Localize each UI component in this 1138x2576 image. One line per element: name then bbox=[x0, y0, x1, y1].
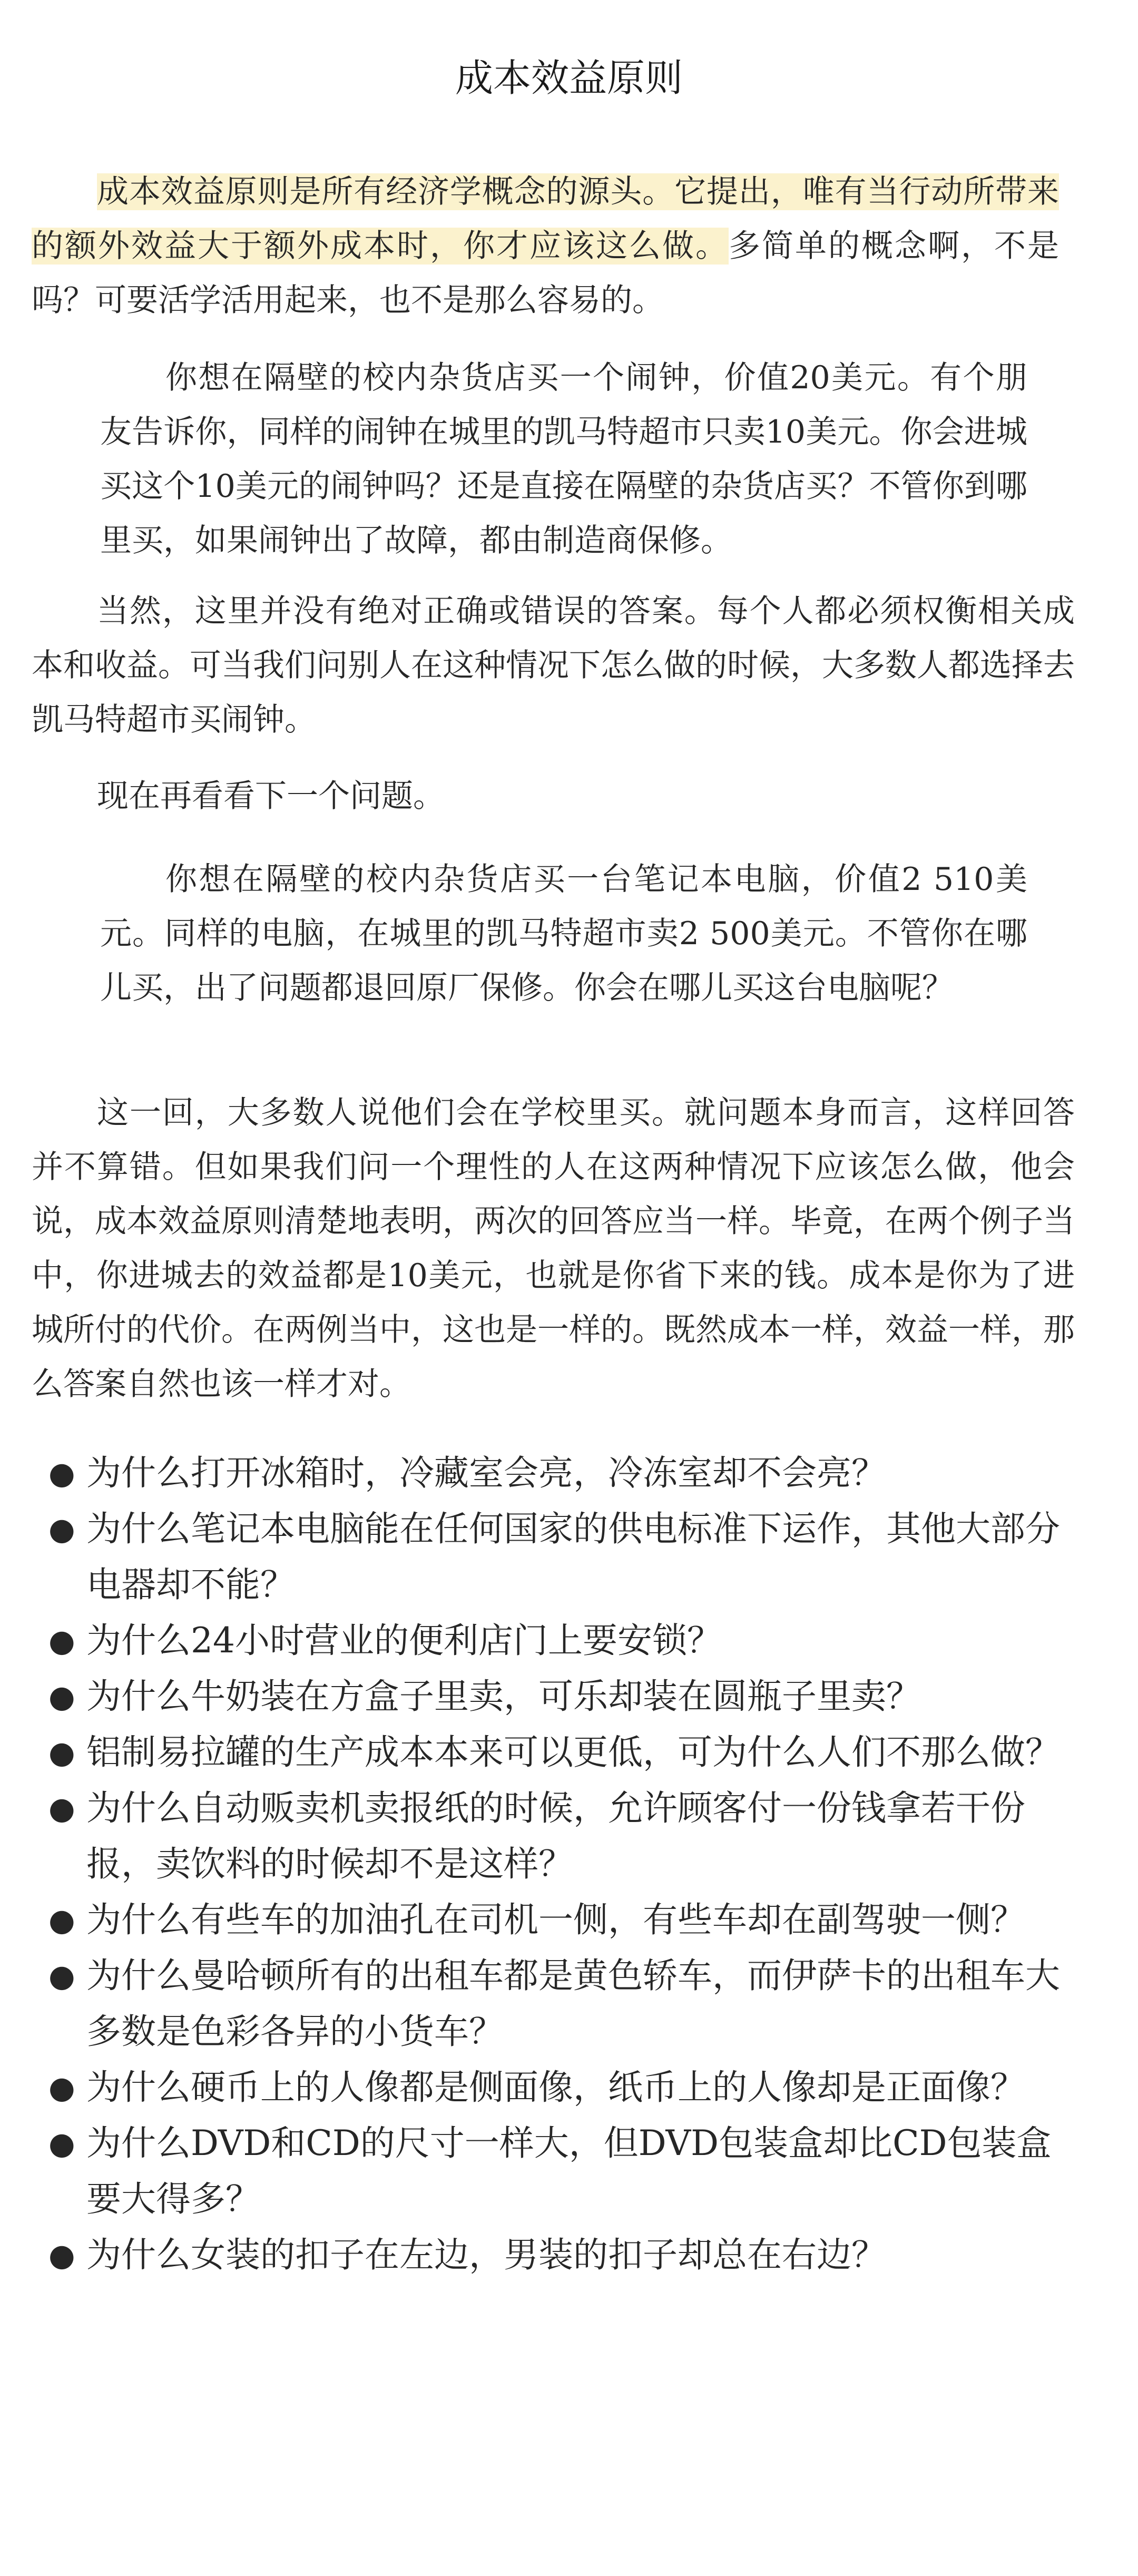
list-item-text: 为什么24小时营业的便利店门上要安锁？ bbox=[86, 1620, 722, 1661]
bullet-icon: ● bbox=[48, 1790, 75, 1826]
paragraph-four: 这一回，大多数人说他们会在学校里买。就问题本身而言，这样回答并不算错。但如果我们问一个理性的人在这两种情况下应该怎么做，他会说，成本效益原则清楚地表明，两次的回答应当一样。毕竟，在两个例子当中，你进城去的效益都是10美元，也就是你省下来的钱。成本是你为了进城所付的代价。在两例当中，这也是一样的。既然成本一样，效益一样，那么答案自然也该一样才对。 bbox=[32, 1094, 1075, 1403]
bullet-icon: ● bbox=[48, 1902, 75, 1938]
list-item-text: 为什么DVD和CD的尺寸一样大，但DVD包装盒却比CD包装盒要大得多？ bbox=[86, 2123, 1052, 2219]
question-two-block: 你想在隔壁的校内杂货店买一台笔记本电脑，价值2 510美元。同样的电脑，在城里的凯马特超市卖2 500美元。不管你在哪儿买，出了问题都退回原厂保修。你会在哪儿买这台电脑呢？ bbox=[100, 861, 1027, 1006]
highlighted-text: 成本效益原则是所有经济学概念的源头。它提出，唯有当行动所带来的额外效益大于额外成本时，你才应该这么做。 bbox=[32, 173, 1059, 265]
list-item bbox=[48, 2227, 1065, 2283]
bullet-icon: ● bbox=[48, 1623, 75, 1659]
bullet-icon: ● bbox=[48, 1511, 75, 1547]
bullet-icon: ● bbox=[48, 1735, 75, 1770]
list-item bbox=[48, 1892, 1065, 1948]
bullet-icon: ● bbox=[48, 1679, 75, 1715]
question-list bbox=[48, 1445, 1065, 2283]
list-item-text: 为什么曼哈顿所有的出租车都是黄色轿车，而伊萨卡的出租车大多数是色彩各异的小货车？ bbox=[86, 1955, 1060, 2052]
list-item bbox=[48, 1780, 1065, 1892]
page-title: 成本效益原则 bbox=[455, 56, 683, 100]
list-item bbox=[48, 1501, 1065, 1613]
list-item bbox=[48, 1613, 1065, 1669]
list-item bbox=[48, 1445, 1065, 1501]
list-item-text: 为什么笔记本电脑能在任何国家的供电标准下运作，其他大部分电器却不能？ bbox=[86, 1509, 1060, 1605]
paragraph-three: 现在再看看下一个问题。 bbox=[97, 778, 445, 815]
list-item-text: 铝制易拉罐的生产成本本来可以更低，可为什么人们不那么做？ bbox=[86, 1732, 1060, 1772]
list-item-text: 为什么女装的扣子在左边，男装的扣子却总在右边？ bbox=[86, 2235, 886, 2275]
lead-rest-text: 多简单的概念啊，不是吗？可要活学活用起来，也不是那么容易的。 bbox=[32, 228, 1059, 319]
list-item-text: 为什么打开冰箱时，冷藏室会亮，冷冻室却不会亮？ bbox=[86, 1453, 886, 1493]
bullet-icon: ● bbox=[48, 2070, 75, 2105]
list-item bbox=[48, 1948, 1065, 2060]
list-item bbox=[48, 1725, 1065, 1780]
lead-paragraph bbox=[32, 165, 1059, 328]
list-item bbox=[48, 2060, 1065, 2115]
question-one-block: 你想在隔壁的校内杂货店买一个闹钟，价值20美元。有个朋友告诉你，同样的闹钟在城里的凯马特超市只卖10美元。你会进城买这个10美元的闹钟吗？还是直接在隔壁的杂货店买？不管你到哪里买，如果闹钟出了故障，都由制造商保修。 bbox=[100, 359, 1027, 559]
list-item-text: 为什么有些车的加油孔在司机一侧，有些车却在副驾驶一侧？ bbox=[86, 1899, 1025, 1940]
bullet-icon: ● bbox=[48, 2237, 75, 2273]
bullet-icon: ● bbox=[48, 1455, 75, 1491]
paragraph-two: 当然，这里并没有绝对正确或错误的答案。每个人都必须权衡相关成本和收益。可当我们问别人在这种情况下怎么做的时候，大多数人都选择去凯马特超市买闹钟。 bbox=[32, 593, 1075, 738]
list-item-text: 为什么牛奶装在方盒子里卖，可乐却装在圆瓶子里卖？ bbox=[86, 1676, 921, 1717]
bullet-icon: ● bbox=[48, 1958, 75, 1994]
list-item-text: 为什么自动贩卖机卖报纸的时候，允许顾客付一份钱拿若干份报，卖饮料的时候却不是这样？ bbox=[86, 1788, 1025, 1884]
list-item bbox=[48, 1669, 1065, 1725]
list-item bbox=[48, 2115, 1065, 2227]
list-item-text: 为什么硬币上的人像都是侧面像，纸币上的人像却是正面像？ bbox=[86, 2067, 1025, 2108]
bullet-icon: ● bbox=[48, 2126, 75, 2161]
